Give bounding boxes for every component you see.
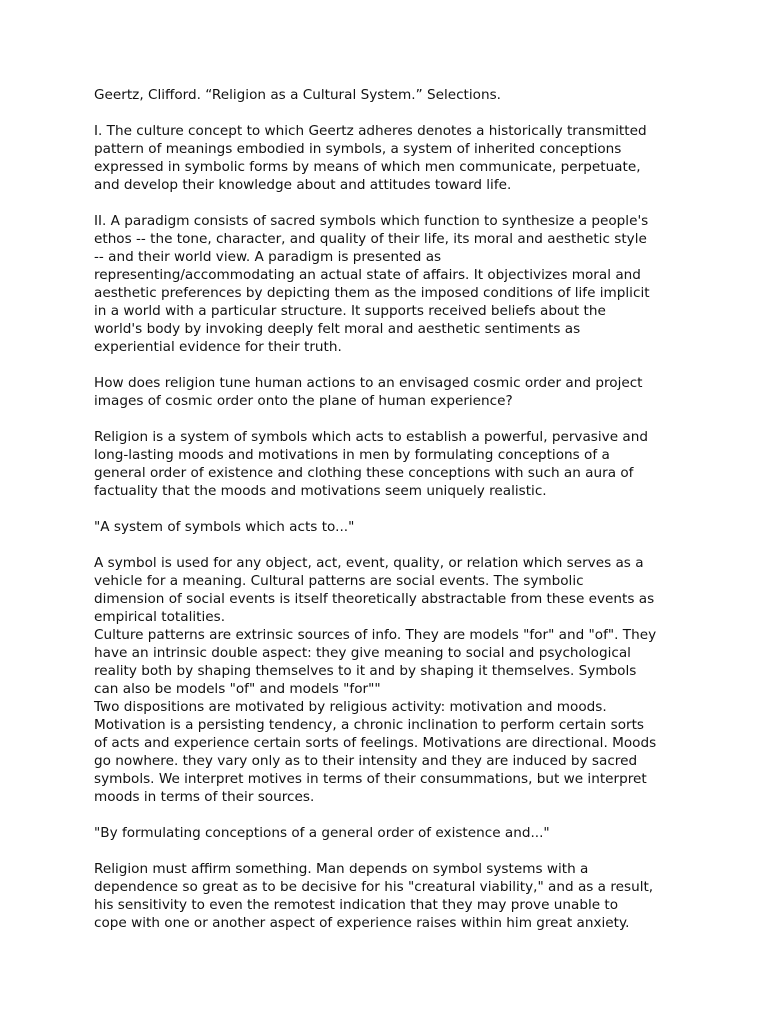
paragraph-4 (94, 428, 684, 500)
paragraph-6-line-9: Two dispositions are motivated by religious activity: motivation and moods. (94, 699, 607, 715)
paragraph-8-line-3: his sensitivity to even the remotest indication that they may prove unable to (94, 897, 619, 913)
paragraph-6-line-10: Motivation is a persisting tendency, a chronic inclination to perform certain sorts (94, 717, 645, 733)
paragraph-2 (94, 212, 684, 356)
paragraph-6-line-14: moods in terms of their sources. (94, 789, 315, 805)
document-body (94, 122, 684, 932)
paragraph-8-line-4: cope with one or another aspect of experience raises within him great anxiety. (94, 915, 630, 931)
paragraph-1-line-3: expressed in symbolic forms by means of which men communicate, perpetuate, (94, 159, 641, 175)
paragraph-6-line-3: dimension of social events is itself theoretically abstractable from these events as (94, 591, 655, 607)
paragraph-6-line-1: A symbol is used for any object, act, event, quality, or relation which serves as a (94, 555, 644, 571)
paragraph-6 (94, 554, 684, 806)
paragraph-6-line-7: reality both by shaping themselves to it and by shaping it themselves. Symbols (94, 663, 637, 679)
paragraph-6-line-4: empirical totalities. (94, 609, 226, 625)
paragraph-8-line-2: dependence so great as to be decisive for his "creatural viability," and as a result, (94, 879, 654, 895)
paragraph-1-line-2: pattern of meanings embodied in symbols, a system of inherited conceptions (94, 141, 622, 157)
paragraph-6-line-6: have an intrinsic double aspect: they give meaning to social and psychological (94, 645, 631, 661)
paragraph-8-line-1: Religion must affirm something. Man depends on symbol systems with a (94, 861, 589, 877)
paragraph-7 (94, 824, 684, 842)
paragraph-6-line-13: symbols. We interpret motives in terms of their consummations, but we interpret (94, 771, 647, 787)
paragraph-6-line-2: vehicle for a meaning. Cultural patterns are social events. The symbolic (94, 573, 584, 589)
paragraph-1 (94, 122, 684, 194)
paragraph-8 (94, 860, 684, 932)
paragraph-3-line-1: How does religion tune human actions to an envisaged cosmic order and project (94, 375, 643, 391)
paragraph-7-line-1: "By formulating conceptions of a general order of existence and..." (94, 825, 550, 841)
paragraph-4-line-4: factuality that the moods and motivations seem uniquely realistic. (94, 483, 547, 499)
paragraph-3 (94, 374, 684, 410)
paragraph-1-line-4: and develop their knowledge about and attitudes toward life. (94, 177, 512, 193)
paragraph-6-line-12: go nowhere. they vary only as to their intensity and they are induced by sacred (94, 753, 638, 769)
paragraph-2-line-6: in a world with a particular structure. It supports received beliefs about the (94, 303, 606, 319)
paragraph-5 (94, 518, 684, 536)
paragraph-2-line-1: II. A paradigm consists of sacred symbols which function to synthesize a people's (94, 213, 649, 229)
paragraph-1-line-1: I. The culture concept to which Geertz adheres denotes a historically transmitted (94, 123, 647, 139)
paragraph-2-line-2: ethos -- the tone, character, and quality of their life, its moral and aesthetic style (94, 231, 647, 247)
document-page (94, 86, 684, 932)
paragraph-5-line-1: "A system of symbols which acts to..." (94, 519, 355, 535)
paragraph-4-line-3: general order of existence and clothing these conceptions with such an aura of (94, 465, 634, 481)
paragraph-4-line-1: Religion is a system of symbols which acts to establish a powerful, pervasive and (94, 429, 648, 445)
paragraph-2-line-5: aesthetic preferences by depicting them as the imposed conditions of life implicit (94, 285, 650, 301)
citation-line: Geertz, Clifford. “Religion as a Cultural System.” Selections. (94, 87, 501, 103)
paragraph-2-line-8: experiential evidence for their truth. (94, 339, 342, 355)
paragraph-6-line-5: Culture patterns are extrinsic sources of info. They are models "for" and "of". They (94, 627, 657, 643)
paragraph-4-line-2: long-lasting moods and motivations in men by formulating conceptions of a (94, 447, 610, 463)
paragraph-6-line-11: of acts and experience certain sorts of feelings. Motivations are directional. Moods (94, 735, 657, 751)
paragraph-6-line-8: can also be models "of" and models "for"" (94, 681, 381, 697)
citation (94, 86, 684, 104)
paragraph-3-line-2: images of cosmic order onto the plane of human experience? (94, 393, 513, 409)
paragraph-2-line-4: representing/accommodating an actual state of affairs. It objectivizes moral and (94, 267, 641, 283)
paragraph-2-line-7: world's body by invoking deeply felt moral and aesthetic sentiments as (94, 321, 581, 337)
paragraph-2-line-3: -- and their world view. A paradigm is presented as (94, 249, 442, 265)
